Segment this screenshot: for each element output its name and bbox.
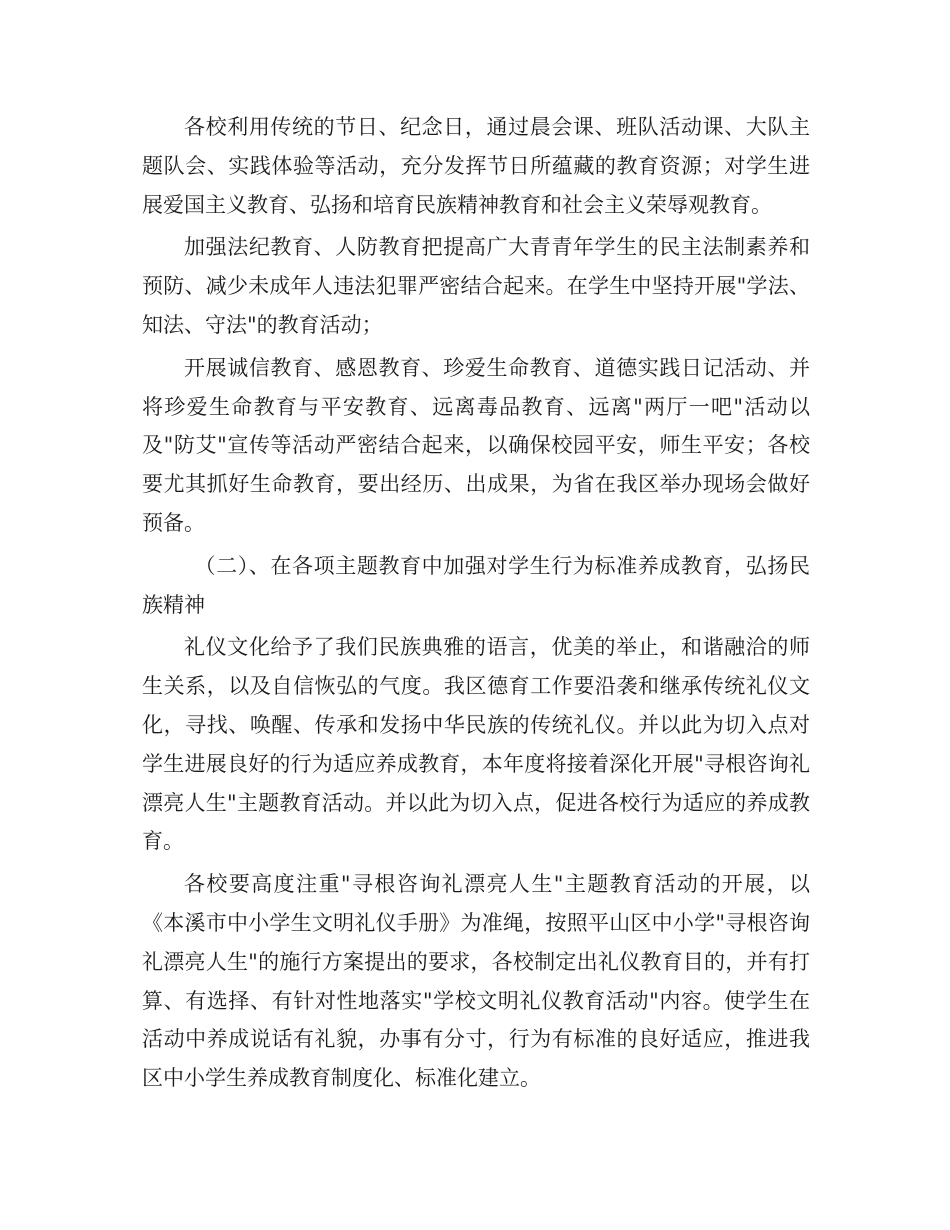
paragraph-traditional-festivals: 各校利用传统的节日、纪念日，通过晨会课、班队活动课、大队主题队会、实践体验等活动，充分发挥节日所蕴藏的教育资源；对学生进展爱国主义教育、弘扬和培育民族精神教育和社会主义荣辱观教育。 xyxy=(142,115,810,217)
paragraph-etiquette-culture: 礼仪文化给予了我们民族典雅的语言，优美的举止，和谐融洽的师生关系，以及自信恢弘的气度。我区德育工作要沿袭和继承传统礼仪文化，寻找、唤醒、传承和发扬中华民族的传统礼仪。并以此为切入点对学生进展良好的行为适应养成教育，本年度将接着深化开展"寻根咨询礼漂亮人生"主题教育活动。并以此为切入点，促进各校行为适应的养成教育。 xyxy=(142,635,810,854)
paragraph-legal-education: 加强法纪教育、人防教育把提高广大青青年学生的民主法制素养和预防、减少未成年人违法犯罪严密结合起来。在学生中坚持开展"学法、知法、守法"的教育活动； xyxy=(142,235,810,337)
paragraph-etiquette-activity: 各校要高度注重"寻根咨询礼漂亮人生"主题教育活动的开展，以《本溪市中小学生文明礼仪手册》为准绳，按照平山区中小学"寻根咨询礼漂亮人生"的施行方案提出的要求，各校制定出礼仪教育目的，并有打算、有选择、有针对性地落实"学校文明礼仪教育活动"内容。使学生在活动中养成说话有礼貌，办事有分寸，行为有标准的良好适应，推进我区中小学生养成教育制度化、标准化建立。 xyxy=(142,872,810,1091)
document-body xyxy=(142,108,810,1102)
section-heading-two: （二）、在各项主题教育中加强对学生行为标准养成教育，弘扬民族精神 xyxy=(142,553,810,617)
paragraph-integrity-education: 开展诚信教育、感恩教育、珍爱生命教育、道德实践日记活动、并将珍爱生命教育与平安教育、远离毒品教育、远离"两厅一吧"活动以及"防艾"宣传等活动严密结合起来，以确保校园平安，师生平安；各校要尤其抓好生命教育，要出经历、出成果，为省在我区举办现场会做好预备。 xyxy=(142,355,810,535)
